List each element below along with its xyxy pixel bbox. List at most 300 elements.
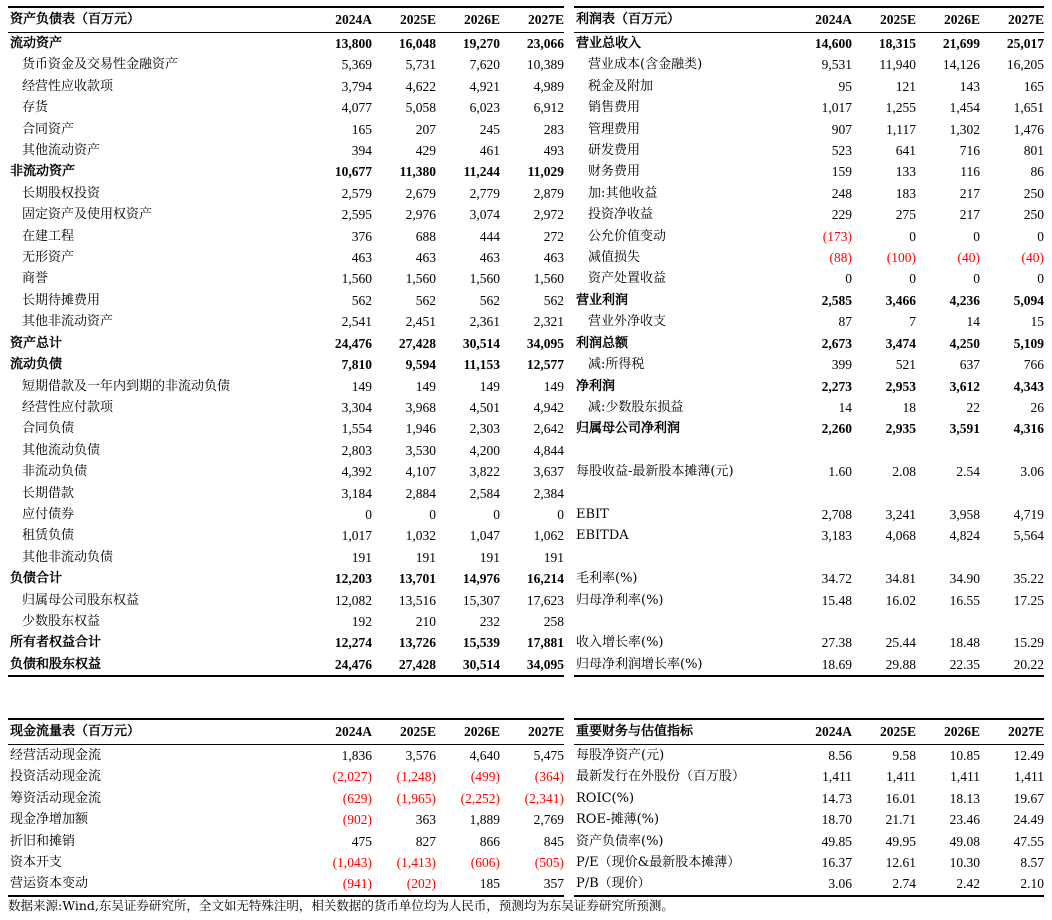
row-value: 86 bbox=[1030, 164, 1044, 180]
row-label: EBIT bbox=[576, 506, 609, 522]
row-value: 15,539 bbox=[462, 635, 500, 651]
row-value: 2,972 bbox=[533, 207, 564, 223]
key-ratios-row bbox=[574, 852, 1044, 873]
row-label: 经营活动现金流 bbox=[10, 748, 102, 763]
row-value: 24,476 bbox=[308, 654, 372, 676]
row-value: 10,389 bbox=[526, 57, 564, 73]
year-header: 2026E bbox=[436, 7, 500, 33]
row-value bbox=[788, 440, 852, 461]
row-value: 0 bbox=[973, 228, 980, 244]
row-value bbox=[916, 440, 980, 461]
row-value: 766 bbox=[1023, 357, 1044, 373]
income-statement-row bbox=[574, 547, 1044, 568]
year-header: 2024A bbox=[308, 719, 372, 745]
row-label bbox=[574, 483, 788, 504]
row-label bbox=[574, 611, 788, 632]
row-label bbox=[574, 547, 788, 568]
balance-sheet-row bbox=[8, 161, 564, 182]
row-value: 12,203 bbox=[334, 571, 372, 587]
row-value: 4,640 bbox=[469, 748, 500, 763]
row-value: 258 bbox=[543, 613, 564, 629]
row-value: 9,531 bbox=[821, 57, 852, 73]
row-value: 2,769 bbox=[533, 812, 564, 828]
income-statement-row bbox=[574, 461, 1044, 482]
row-label: 负债和股东权益 bbox=[8, 654, 308, 676]
row-value: 11,244 bbox=[463, 164, 500, 180]
row-value: 185 bbox=[436, 873, 500, 895]
balance-sheet-row bbox=[8, 119, 564, 140]
income-statement-row bbox=[574, 54, 1044, 75]
balance-sheet-row bbox=[8, 440, 564, 461]
row-value: 4,501 bbox=[469, 399, 500, 415]
row-value bbox=[788, 547, 852, 568]
row-label: 少数股东权益 bbox=[22, 613, 101, 629]
row-value: 116 bbox=[960, 164, 980, 180]
row-value: 3,612 bbox=[949, 378, 980, 394]
row-value: 121 bbox=[895, 78, 916, 94]
row-value: 688 bbox=[415, 228, 436, 244]
balance-sheet-row bbox=[8, 183, 564, 204]
row-value: 210 bbox=[415, 613, 436, 629]
row-value: 23,066 bbox=[526, 36, 564, 51]
row-value: 2,579 bbox=[341, 185, 372, 201]
balance-sheet-row bbox=[8, 611, 564, 632]
row-value: 562 bbox=[479, 292, 500, 308]
row-value: 3,576 bbox=[405, 748, 436, 763]
row-value: 3,466 bbox=[885, 292, 916, 308]
row-value: 12,274 bbox=[334, 635, 372, 651]
row-value: 1,560 bbox=[469, 271, 500, 287]
row-value: 14 bbox=[838, 399, 852, 415]
row-label: 非流动负债 bbox=[22, 464, 88, 480]
row-label: 长期股权投资 bbox=[22, 185, 101, 201]
income-statement-row bbox=[574, 311, 1044, 332]
row-label: 流动资产 bbox=[10, 36, 63, 51]
income-statement-row bbox=[574, 290, 1044, 311]
row-label: 减:少数股东损益 bbox=[588, 399, 684, 415]
row-label: 租赁负债 bbox=[22, 528, 75, 544]
row-value: 2,541 bbox=[341, 314, 372, 330]
income-statement-row bbox=[574, 33, 1044, 55]
row-value: 399 bbox=[831, 357, 852, 373]
row-value: 461 bbox=[479, 143, 500, 159]
row-value: 9,594 bbox=[405, 357, 436, 373]
row-value: 34.72 bbox=[821, 571, 852, 587]
row-value: 363 bbox=[415, 812, 436, 828]
income-statement-row bbox=[574, 183, 1044, 204]
row-value: 14,600 bbox=[814, 36, 852, 51]
key-ratios-row bbox=[574, 788, 1044, 809]
row-value: 17,881 bbox=[526, 635, 564, 651]
row-value: 217 bbox=[959, 185, 980, 201]
row-value: 827 bbox=[415, 833, 436, 849]
row-value: 232 bbox=[479, 613, 500, 629]
row-label: 投资净收益 bbox=[588, 207, 654, 223]
row-value: 4,077 bbox=[341, 100, 372, 116]
row-value: 4,316 bbox=[1013, 421, 1044, 437]
row-value: 4,068 bbox=[885, 528, 916, 544]
income-statement-row bbox=[574, 568, 1044, 589]
row-value: 801 bbox=[1023, 143, 1044, 159]
row-value: 7 bbox=[909, 314, 916, 330]
row-label: 其他非流动资产 bbox=[22, 314, 114, 330]
row-value: 192 bbox=[351, 613, 372, 629]
row-value: 7,620 bbox=[469, 57, 500, 73]
row-value: 16,205 bbox=[1006, 57, 1044, 73]
row-value: 217 bbox=[959, 207, 980, 223]
row-value: 463 bbox=[543, 250, 564, 266]
row-value: 29.88 bbox=[852, 654, 916, 676]
year-header: 2024A bbox=[308, 7, 372, 33]
balance-sheet-row bbox=[8, 590, 564, 611]
row-value: 25.44 bbox=[885, 635, 916, 651]
row-value: 2.10 bbox=[980, 873, 1044, 895]
row-label: 筹资活动现金流 bbox=[10, 790, 102, 806]
key-ratios-row bbox=[574, 745, 1044, 767]
row-value: 149 bbox=[479, 378, 500, 394]
row-value bbox=[916, 547, 980, 568]
row-label: 无形资产 bbox=[22, 250, 75, 266]
row-label: 经营性应收款项 bbox=[22, 78, 114, 94]
row-value: (40) bbox=[957, 250, 980, 266]
row-label: 营业利润 bbox=[576, 292, 629, 308]
row-value: 1,554 bbox=[341, 421, 372, 437]
row-value: 245 bbox=[479, 121, 500, 137]
row-value: (1,965) bbox=[396, 790, 436, 806]
row-value: (499) bbox=[470, 769, 500, 785]
row-value: 4,343 bbox=[1013, 378, 1044, 394]
row-value bbox=[980, 547, 1044, 568]
row-value: 47.55 bbox=[1013, 833, 1044, 849]
row-label: 财务费用 bbox=[588, 164, 641, 180]
row-value: 3,184 bbox=[341, 485, 372, 501]
row-value: 1,017 bbox=[341, 528, 372, 544]
row-value: 12.61 bbox=[885, 855, 916, 871]
row-value bbox=[852, 611, 916, 632]
row-value: 19.67 bbox=[1013, 790, 1044, 806]
row-value: 11,940 bbox=[879, 57, 916, 73]
balance-sheet-row bbox=[8, 247, 564, 268]
row-value: (629) bbox=[342, 790, 372, 806]
income-statement-row bbox=[574, 590, 1044, 611]
row-value: 24,476 bbox=[334, 335, 372, 351]
row-value: 463 bbox=[479, 250, 500, 266]
row-value: 14,976 bbox=[462, 571, 500, 587]
row-value: 18 bbox=[902, 399, 916, 415]
row-value: 9.58 bbox=[892, 748, 916, 763]
key-ratios-row bbox=[574, 873, 1044, 895]
year-header: 2025E bbox=[852, 719, 916, 745]
row-value: 562 bbox=[543, 292, 564, 308]
row-value: 10.85 bbox=[949, 748, 980, 763]
row-value: 49.95 bbox=[885, 833, 916, 849]
row-value: 183 bbox=[895, 185, 916, 201]
row-label bbox=[574, 440, 788, 461]
row-value bbox=[916, 483, 980, 504]
row-label: 资产负债率(%) bbox=[576, 833, 664, 849]
income-statement-row bbox=[574, 654, 1044, 676]
row-value: 1,255 bbox=[885, 100, 916, 116]
row-value: 444 bbox=[479, 228, 500, 244]
row-value: 4,719 bbox=[1013, 506, 1044, 522]
balance-sheet-row bbox=[8, 568, 564, 589]
row-value: 34,095 bbox=[526, 335, 564, 351]
row-value: 1,117 bbox=[886, 121, 916, 137]
row-label: 每股净资产(元) bbox=[576, 748, 665, 763]
row-label: 每股收益-最新股本摊薄(元) bbox=[576, 464, 734, 480]
year-header: 2027E bbox=[500, 719, 564, 745]
row-value: 165 bbox=[1023, 78, 1044, 94]
row-label: 投资活动现金流 bbox=[10, 769, 102, 785]
row-value: 1,454 bbox=[949, 100, 980, 116]
balance-sheet-row bbox=[8, 204, 564, 225]
balance-sheet-row bbox=[8, 632, 564, 653]
income-statement-row bbox=[574, 376, 1044, 397]
row-value bbox=[852, 440, 916, 461]
key-ratios-title: 重要财务与估值指标 bbox=[574, 719, 788, 745]
row-value: 133 bbox=[895, 164, 916, 180]
row-value: 3,474 bbox=[885, 335, 916, 351]
row-label: 其他流动负债 bbox=[22, 442, 101, 458]
row-value: 3.06 bbox=[788, 873, 852, 895]
row-label: 归母净利润增长率(%) bbox=[574, 654, 788, 676]
row-value: 159 bbox=[831, 164, 852, 180]
row-value: 49.85 bbox=[821, 833, 852, 849]
cash-flow-row bbox=[8, 788, 564, 809]
row-value: 12.49 bbox=[1013, 748, 1044, 763]
row-value: 14,126 bbox=[942, 57, 980, 73]
row-value: 641 bbox=[895, 143, 916, 159]
row-value bbox=[980, 440, 1044, 461]
row-value: 2,879 bbox=[533, 185, 564, 201]
row-value: 207 bbox=[415, 121, 436, 137]
row-value: (202) bbox=[372, 873, 436, 895]
row-value: 1,946 bbox=[405, 421, 436, 437]
row-value: 2.74 bbox=[852, 873, 916, 895]
year-header: 2026E bbox=[916, 7, 980, 33]
row-value: 24.49 bbox=[1013, 812, 1044, 828]
row-value: 2,273 bbox=[821, 378, 852, 394]
row-value: (364) bbox=[534, 769, 564, 785]
row-label: 所有者权益合计 bbox=[10, 635, 102, 651]
row-label: 应付债券 bbox=[22, 506, 75, 522]
row-label: 经营性应付款项 bbox=[22, 399, 114, 415]
row-value: 3.06 bbox=[1020, 464, 1044, 480]
row-value: (88) bbox=[829, 250, 852, 266]
row-value: 2.08 bbox=[892, 464, 916, 480]
row-value: 1,476 bbox=[1013, 121, 1044, 137]
row-value: 845 bbox=[543, 833, 564, 849]
year-header: 2027E bbox=[980, 7, 1044, 33]
row-value: (1,043) bbox=[332, 855, 372, 871]
row-value: 165 bbox=[351, 121, 372, 137]
row-value: 4,844 bbox=[533, 442, 564, 458]
key-ratios-panel bbox=[574, 718, 1044, 897]
row-value: 716 bbox=[959, 143, 980, 159]
row-value: 2,451 bbox=[405, 314, 436, 330]
row-value: 907 bbox=[831, 121, 852, 137]
row-value: 11,029 bbox=[527, 164, 564, 180]
income-statement-row bbox=[574, 504, 1044, 525]
row-label: 长期待摊费用 bbox=[22, 292, 101, 308]
row-value: 18.69 bbox=[788, 654, 852, 676]
row-value: 0 bbox=[365, 506, 372, 522]
cash-flow-row bbox=[8, 873, 564, 895]
row-label: 营业总收入 bbox=[576, 36, 642, 51]
balance-sheet-header bbox=[8, 7, 564, 33]
row-value bbox=[852, 547, 916, 568]
key-ratios-row bbox=[574, 831, 1044, 852]
row-label: 税金及附加 bbox=[588, 78, 654, 94]
row-value: 18.70 bbox=[821, 812, 852, 828]
row-value: 2.54 bbox=[956, 464, 980, 480]
row-value: 0 bbox=[557, 506, 564, 522]
balance-sheet-row bbox=[8, 418, 564, 439]
row-value: (505) bbox=[534, 855, 564, 871]
row-value: 5,475 bbox=[533, 748, 564, 763]
row-value: 21,699 bbox=[942, 36, 980, 51]
income-statement-row bbox=[574, 333, 1044, 354]
row-value: 3,241 bbox=[885, 506, 916, 522]
row-value: 3,958 bbox=[949, 506, 980, 522]
cash-flow-row bbox=[8, 852, 564, 873]
row-value: 25,017 bbox=[1006, 36, 1044, 51]
key-ratios-row bbox=[574, 809, 1044, 830]
row-value: 4,921 bbox=[469, 78, 500, 94]
row-label: 营运资本变动 bbox=[8, 873, 308, 895]
row-value: 275 bbox=[895, 207, 916, 223]
row-value: 6,912 bbox=[533, 100, 564, 116]
row-value: 191 bbox=[415, 549, 436, 565]
row-value: (40) bbox=[1021, 250, 1044, 266]
row-value: 12,082 bbox=[334, 592, 372, 608]
row-label: 最新发行在外股份（百万股） bbox=[576, 769, 746, 785]
row-value: 1,411 bbox=[950, 769, 980, 785]
key-ratios-row bbox=[574, 766, 1044, 787]
row-label: 短期借款及一年内到期的非流动负债 bbox=[22, 378, 231, 394]
row-value: 493 bbox=[543, 143, 564, 159]
year-header: 2027E bbox=[980, 719, 1044, 745]
row-label: 长期借款 bbox=[22, 485, 75, 501]
row-value: 562 bbox=[351, 292, 372, 308]
row-label: P/E（现价&最新股本摊薄） bbox=[576, 855, 741, 871]
row-value: 11,153 bbox=[463, 357, 500, 373]
row-label: 归母净利率(%) bbox=[576, 592, 664, 608]
income-statement-table bbox=[574, 6, 1044, 677]
row-value: 10,677 bbox=[334, 164, 372, 180]
row-label: P/B（现价） bbox=[574, 873, 788, 895]
row-value: 1,017 bbox=[821, 100, 852, 116]
row-label: ROIC(%) bbox=[576, 790, 635, 806]
row-value: 3,822 bbox=[469, 464, 500, 480]
income-statement-row bbox=[574, 268, 1044, 289]
income-statement-row bbox=[574, 354, 1044, 375]
row-value: 11,380 bbox=[399, 164, 436, 180]
balance-sheet-row bbox=[8, 333, 564, 354]
row-value: 1,302 bbox=[949, 121, 980, 137]
row-label: 管理费用 bbox=[588, 121, 641, 137]
cash-flow-row bbox=[8, 809, 564, 830]
balance-sheet-row bbox=[8, 226, 564, 247]
row-value: 0 bbox=[909, 271, 916, 287]
year-header: 2027E bbox=[500, 7, 564, 33]
income-statement-row bbox=[574, 140, 1044, 161]
row-label: 净利润 bbox=[576, 378, 616, 394]
row-value: 19,270 bbox=[462, 36, 500, 51]
row-value: 13,726 bbox=[398, 635, 436, 651]
row-value: 21.71 bbox=[885, 812, 916, 828]
year-header: 2025E bbox=[372, 7, 436, 33]
balance-sheet-table bbox=[8, 6, 564, 677]
row-label: 合同资产 bbox=[22, 121, 75, 137]
key-ratios-table bbox=[574, 718, 1044, 897]
row-value: 4,392 bbox=[341, 464, 372, 480]
balance-sheet-row bbox=[8, 525, 564, 546]
row-value: 2,708 bbox=[821, 506, 852, 522]
row-value: 18.13 bbox=[949, 790, 980, 806]
row-value: 1,560 bbox=[341, 271, 372, 287]
row-value: 4,250 bbox=[949, 335, 980, 351]
row-value: 2,321 bbox=[533, 314, 564, 330]
income-statement-row bbox=[574, 161, 1044, 182]
cash-flow-row bbox=[8, 831, 564, 852]
row-value: 2,642 bbox=[533, 421, 564, 437]
row-value: 272 bbox=[543, 228, 564, 244]
row-value: 248 bbox=[831, 185, 852, 201]
row-value: 191 bbox=[543, 549, 564, 565]
income-statement-row bbox=[574, 483, 1044, 504]
row-value: 3,637 bbox=[533, 464, 564, 480]
row-value: 95 bbox=[838, 78, 852, 94]
row-label: 收入增长率(%) bbox=[576, 635, 664, 651]
row-value: 1,889 bbox=[469, 812, 500, 828]
row-value: 3,591 bbox=[949, 421, 980, 437]
row-label: 存货 bbox=[22, 100, 49, 116]
row-value: 2,585 bbox=[821, 292, 852, 308]
balance-sheet-panel bbox=[8, 6, 564, 677]
row-value: 26 bbox=[1030, 399, 1044, 415]
income-statement-row bbox=[574, 418, 1044, 439]
key-ratios-header bbox=[574, 719, 1044, 745]
row-value: 3,183 bbox=[821, 528, 852, 544]
row-value: 3,530 bbox=[405, 442, 436, 458]
row-value: 229 bbox=[831, 207, 852, 223]
row-value bbox=[852, 483, 916, 504]
row-value: 18.48 bbox=[949, 635, 980, 651]
row-label: 营业外净收支 bbox=[588, 314, 667, 330]
row-value: 0 bbox=[973, 271, 980, 287]
row-value: 0 bbox=[493, 506, 500, 522]
cash-flow-title: 现金流量表（百万元） bbox=[8, 719, 308, 745]
row-value: 13,516 bbox=[398, 592, 436, 608]
row-label: 固定资产及使用权资产 bbox=[22, 207, 153, 223]
row-label: 合同负债 bbox=[22, 421, 75, 437]
row-label: 货币资金及交易性金融资产 bbox=[22, 57, 179, 73]
row-value: 2,679 bbox=[405, 185, 436, 201]
cash-flow-header bbox=[8, 719, 564, 745]
row-value: 4,622 bbox=[405, 78, 436, 94]
row-value: 2,584 bbox=[469, 485, 500, 501]
row-label: 利润总额 bbox=[576, 335, 629, 351]
row-value: 463 bbox=[415, 250, 436, 266]
year-header: 2026E bbox=[916, 719, 980, 745]
row-label: 减值损失 bbox=[588, 250, 641, 266]
income-statement-header bbox=[574, 7, 1044, 33]
row-label: 资产总计 bbox=[10, 335, 63, 351]
row-label: 毛利率(%) bbox=[576, 571, 638, 587]
row-label: 研发费用 bbox=[588, 143, 641, 159]
row-value: (173) bbox=[822, 228, 852, 244]
